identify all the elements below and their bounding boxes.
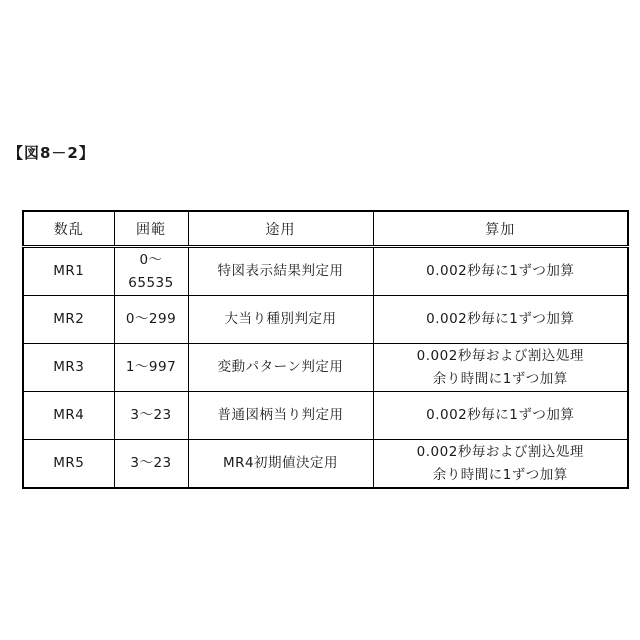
cell-use: 変動パターン判定用 [188, 344, 373, 392]
cell-use: 普通図柄当り判定用 [188, 392, 373, 440]
cell-id: MR1 [23, 247, 114, 296]
table-row [23, 247, 628, 296]
cell-id: MR2 [23, 296, 114, 344]
cell-id: MR4 [23, 392, 114, 440]
table-row [23, 440, 628, 489]
header-addition: 算加 [373, 211, 628, 247]
cell-range: 0～299 [114, 296, 188, 344]
random-number-spec-table [22, 210, 629, 489]
header-random-number: 数乱 [23, 211, 114, 247]
cell-range: 3～23 [114, 392, 188, 440]
cell-id: MR3 [23, 344, 114, 392]
table-header-row [23, 211, 628, 247]
table-row [23, 392, 628, 440]
cell-range: 1～997 [114, 344, 188, 392]
header-use: 途用 [188, 211, 373, 247]
cell-addition: 0.002秒毎に1ずつ加算 [373, 392, 628, 440]
cell-addition: 0.002秒毎に1ずつ加算 [373, 296, 628, 344]
cell-addition: 0.002秒毎に1ずつ加算 [373, 247, 628, 296]
cell-use: 特図表示結果判定用 [188, 247, 373, 296]
table-row [23, 344, 628, 392]
figure-caption: 【図8－2】 [8, 144, 95, 162]
cell-range: 0～65535 [114, 247, 188, 296]
header-range: 囲範 [114, 211, 188, 247]
cell-use: 大当り種別判定用 [188, 296, 373, 344]
cell-addition: 0.002秒毎および割込処理 余り時間に1ずつ加算 [373, 344, 628, 392]
table-row [23, 296, 628, 344]
cell-use: MR4初期値決定用 [188, 440, 373, 489]
cell-addition: 0.002秒毎および割込処理 余り時間に1ずつ加算 [373, 440, 628, 489]
cell-range: 3～23 [114, 440, 188, 489]
cell-id: MR5 [23, 440, 114, 489]
